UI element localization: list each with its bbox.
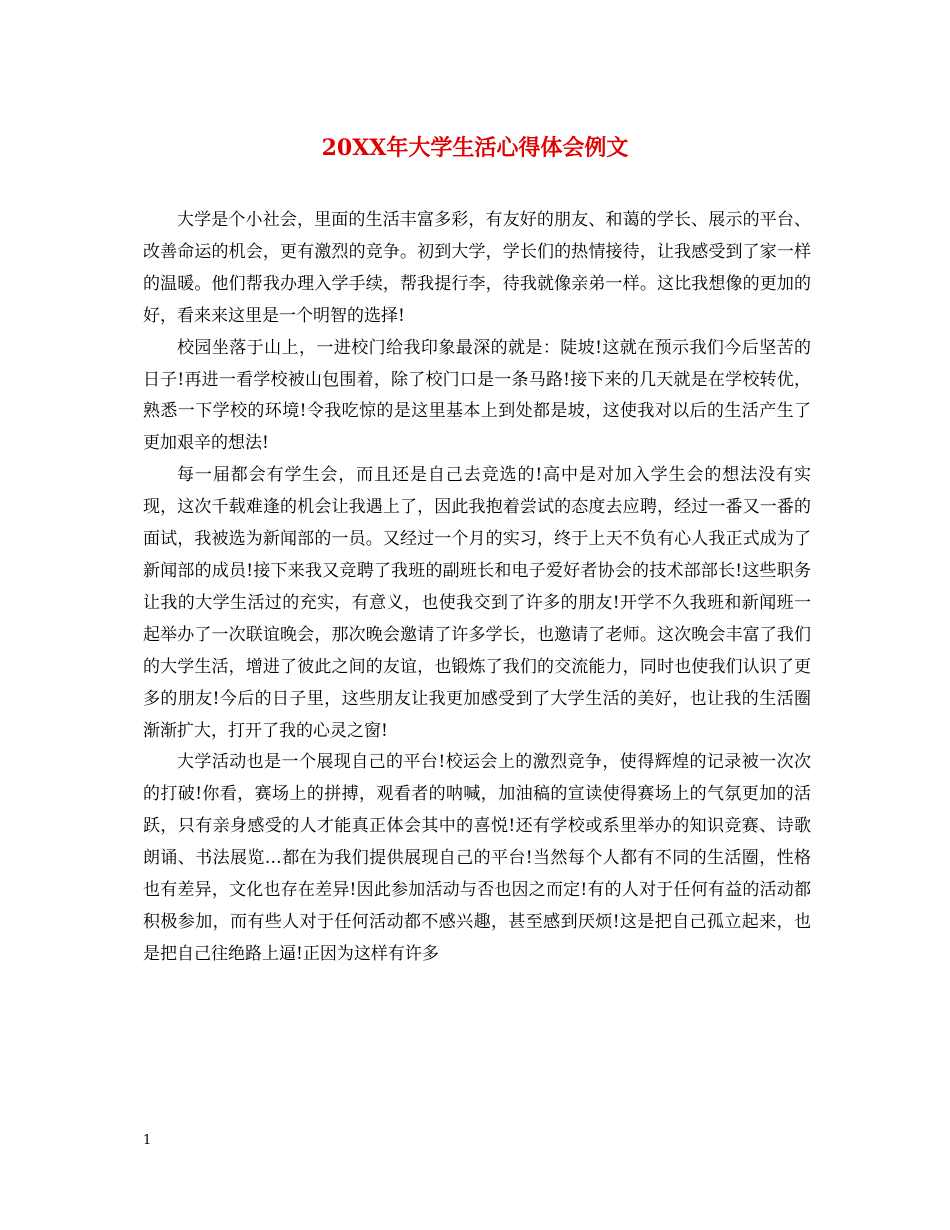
paragraph-2: 校园坐落于山上，一进校门给我印象最深的就是：陡坡!这就在预示我们今后坚苦的日子!再进一看学校被山包围着，除了校门口是一条马路!接下来的几天就是在学校转优，熟悉一下学校的环境!令我吃惊的是这里基本上到处都是坡，这使我对以后的生活产生了更加艰辛的想法! xyxy=(143,337,811,454)
document-title: 20XX年大学生活心得体会例文 xyxy=(321,135,629,161)
paragraph-3: 每一届都会有学生会，而且还是自己去竞选的!高中是对加入学生会的想法没有实现，这次千载难逢的机会让我遇上了，因此我抱着尝试的态度去应聘，经过一番又一番的面试，我被选为新闻部的一员。又经过一个月的实习，终于上天不负有心人我正式成为了新闻部的成员!接下来我又竞聘了我班的副班长和电子爱好者协会的技术部部长!这些职务让我的大学生活过的充实，有意义，也使我交到了许多的朋友!开学不久我班和新闻班一起举办了一次联谊晚会，那次晚会邀请了许多学长，也邀请了老师。这次晚会丰富了我们的大学生活，增进了彼此之间的友谊，也锻炼了我们的交流能力，同时也使我们认识了更多的朋友!今后的日子里，这些朋友让我更加感受到了大学生活的美好，也让我的生活圈渐渐扩大，打开了我的心灵之窗! xyxy=(143,465,811,741)
paragraph-4: 大学活动也是一个展现自己的平台!校运会上的激烈竞争，使得辉煌的记录被一次次的打破!你看，赛场上的拼搏，观看者的呐喊，加油稿的宣读使得赛场上的气氛更加的活跃，只有亲身感受的人才能真正体会其中的喜悦!还有学校或系里举办的知识竞赛、诗歌朗诵、书法展览…都在为我们提供展现自己的平台!当然每个人都有不同的生活圈，性格也有差异，文化也存在差异!因此参加活动与否也因之而定!有的人对于任何有益的活动都积极参加，而有些人对于任何活动都不感兴趣，甚至感到厌烦!这是把自己孤立起来，也是把自己往绝路上逼!正因为这样有许多 xyxy=(143,752,811,964)
document-body xyxy=(143,205,811,971)
page-number: 1 xyxy=(143,1133,152,1148)
paragraph-1: 大学是个小社会，里面的生活丰富多彩，有友好的朋友、和蔼的学长、展示的平台、改善命运的机会，更有激烈的竞争。初到大学，学长们的热情接待，让我感受到了家一样的温暖。他们帮我办理入学手续，帮我提行李，待我就像亲弟一样。这比我想像的更加的好，看来来这里是一个明智的选择! xyxy=(143,210,811,326)
